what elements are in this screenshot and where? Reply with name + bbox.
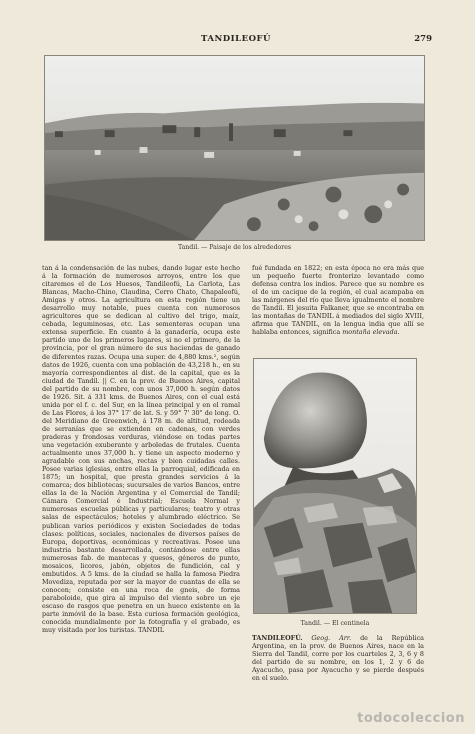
- entry-body: de la República Argentina, en la prov. de Buenos Aires, nace en la Sierra del Tandil, corre por los cuarteles 2, 3, 6 y 8 del partido de su nombre, en los 1, 2 y 6 de Ayacucho, pasa por Ayacucho y se pierde después en el suelo.: [252, 634, 424, 683]
- landscape-image: [45, 56, 424, 240]
- watermark-text: todocoleccion: [357, 711, 465, 726]
- rock-image: [254, 359, 416, 613]
- running-title: TANDILEOFÚ: [201, 34, 271, 44]
- right-column-top-text: [252, 264, 424, 344]
- right-photo-caption: Tandil. — El centinela: [300, 620, 370, 627]
- right-column-top-italic: montaña elevada.: [342, 328, 400, 337]
- left-column-text: tan á la condensación de las nubes, dando lugar este hecho á la formación de numerosos arroyos, entre los que citaremos el de Los Huesos, Tandileofú, La Carlota, Las Blancas, Macho-Chino, Claudina, Cerro Chato, Chapaleofú, Amigas y otros. La agricultura en esta región tiene un desarrollo muy notable, pues cuenta con numerosos agricultores que se dedican al cultivo del trigo, maíz, cebada, leguminosas, etc. Las sementeras ocupan una extensa superficie. En cuanto á la ganadería, ocupa este partido uno de los primeros lugares, si no el primero, de la provincia, por el gran número de sus haciendas de ganado de diferentes razas. Ocupa una super. de 4,880 kms.², según datos de 1926, cuenta con una población de 43,218 h., en su mayoría correspondientes al dist. de la capital, que es la ciudad de Tandil. || C. en la prov. de Buenos Aires, capital del partido de su nombre, con unos 37,000 h. según datos de 1926. Sit. á 331 kms. de Buenos Aires, con el cual está unida por el f. c. del Sur, en la línea principal y en el ramal de Las Flores, á los 37° 17' de lat. S. y 59° 7' 30" de long. O. del Meridiano de Greenwich, á 178 m. de altitud, rodeada de serranías que se extienden en cadenas, con verdes praderas y frondosas verduras, viéndose en todas partes una vegetación exuberante y arboledas de frutales. Cuenta actualmente unos 37,000 h. y tiene un aspecto moderno y agradable con sus anchas, rectas y bien cuidadas calles. Posee varias iglesias, entre ellas la parroquial, edificada en 1875; un hospital, que presta grandes servicios á la comarca; dos bibliotecas; sucursales de varios Bancos, entre ellas la de la Nación Argentina y el Comercial de Tandil; Cámara Comercial é Industrial; Escuela Normal y numerosas escuelas públicas y particulares; teatro y otras salas de espectáculos; hoteles y alumbrado eléctrico. Se publican varios periódicos y existen Sociedades de todas clases: políticas, sociales, nacionales de diversos países de Europa, deportivas, económicas y recreativas. Posee una industria bastante desarrollada, contándose entre ellas numerosas fab. de mantecas y quesos, géneros de punto, mosaicos, licores, jabón, objetos de fundición, cal y embutidos. A 5 kms. de la ciudad se halla la famosa Piedra Movediza, reputada por ser la mayor de cuantas de ella se conocen; consiste en una roca de gneis, de forma paraboloide, que gira al impulso del viento sobre un eje escaso de rasgos que penetra en un hueco existente en la parte inmóvil de la base. Esta curiosa formación geológica, conocida mundialmente por la fotografía y el grabado, es muy visitada por los turistas. TANDIL: [42, 264, 240, 635]
- rock-photo: [253, 358, 417, 614]
- right-column-top-body: fué fundada en 1822; en esta época no era más que un pequeño fuerte fronterizo levantado como defensa contra los indios. Parece que su nombre es el de un cacique de la región, el cual acampaba en las márgenes del río que lleva igualmente el nombre de Tandil. El jesuita Falkaner, que se encontraba en las montañas de TANDIL á mediados del siglo XVIII, afirma que TANDIL, en la lengua india que allí se hablaba entonces, significa: [252, 264, 424, 337]
- top-photo-caption: Tandil. — Paisaje de los alrededores: [177, 244, 292, 251]
- entry-abbreviation: Geog. Arr.: [311, 634, 352, 642]
- entry-headword: TANDILEOFÚ.: [252, 634, 303, 642]
- page-header: [40, 34, 432, 48]
- landscape-photo: [44, 55, 425, 241]
- page-number: 279: [414, 34, 432, 44]
- right-column-bottom-text: [252, 634, 424, 683]
